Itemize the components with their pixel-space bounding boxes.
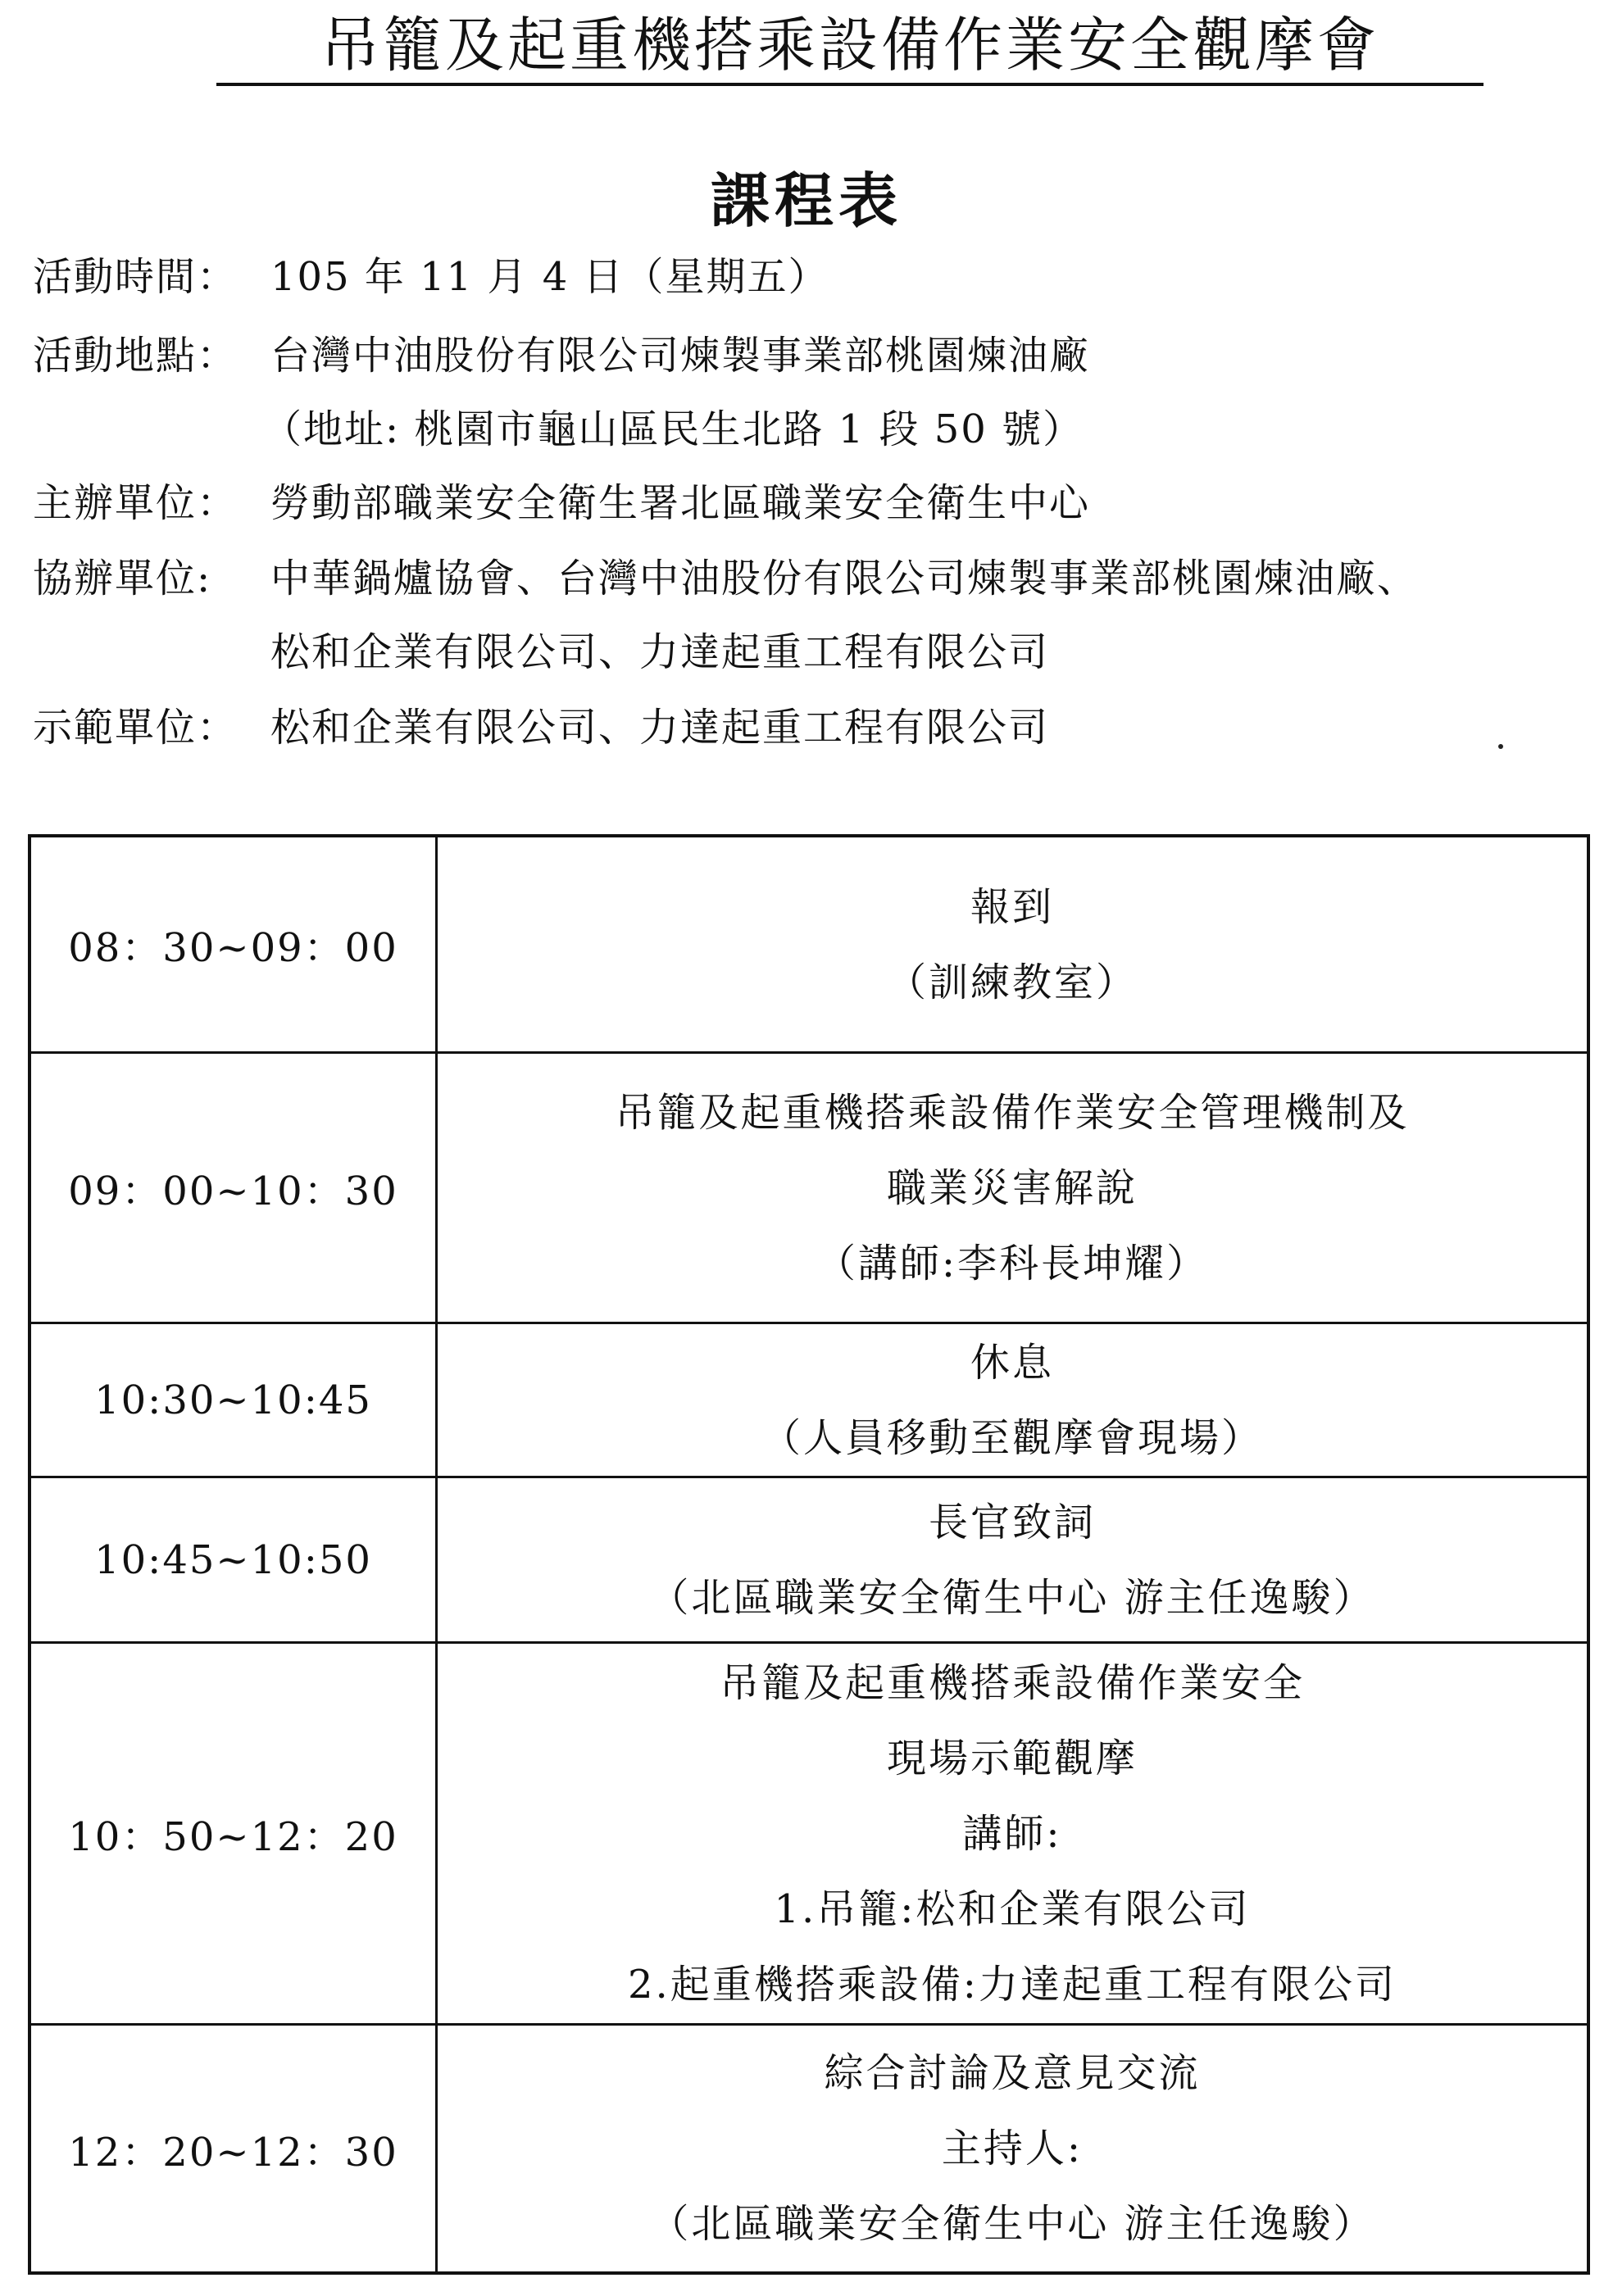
content-line: 1.吊籠:松和企業有限公司	[774, 1885, 1251, 1932]
document-subtitle: 課程表	[710, 166, 902, 235]
info-time-label: 活動時間：	[33, 254, 239, 300]
info-demo-unit	[33, 703, 1049, 752]
content-cell	[438, 2026, 1587, 2271]
info-time-value: 105 年 11 月 4 日（星期五）	[270, 254, 829, 300]
info-coorganizer-value-1: 中華鍋爐協會、台灣中油股份有限公司煉製事業部桃園煉油廠、	[270, 556, 1419, 601]
table-row	[31, 1324, 1587, 1478]
info-organizer	[33, 479, 1090, 528]
content-line: 報到	[970, 883, 1054, 930]
content-line: （講師:李科長坤耀）	[816, 1240, 1209, 1286]
info-organizer-value: 勞動部職業安全衛生署北區職業安全衛生中心	[270, 480, 1091, 526]
info-demo-label: 示範單位：	[33, 705, 239, 751]
content-cell	[438, 1324, 1587, 1476]
table-row	[31, 1644, 1587, 2026]
content-line: 長官致詞	[928, 1499, 1096, 1545]
content-cell	[438, 837, 1587, 1051]
content-cell	[438, 1054, 1587, 1322]
table-row	[31, 1478, 1587, 1644]
scan-speck	[1498, 744, 1503, 749]
content-cell	[438, 1644, 1587, 2023]
content-line: 休息	[970, 1339, 1054, 1386]
info-event-place	[33, 331, 1090, 380]
title-underline	[216, 83, 1484, 86]
time-cell: 09：00~10：30	[31, 1054, 438, 1322]
content-line: 綜合討論及意見交流	[824, 2050, 1201, 2096]
content-line: 講師:	[962, 1810, 1062, 1857]
info-place-label: 活動地點：	[33, 333, 239, 379]
info-organizer-label: 主辦單位：	[33, 480, 239, 526]
content-line: （人員移動至觀摩會現場）	[761, 1414, 1263, 1461]
info-coorganizer-label: 協辦單位:	[33, 556, 212, 601]
time-cell: 08：30~09：00	[31, 837, 438, 1051]
content-line: （訓練教室）	[886, 959, 1138, 1005]
content-line: 職業災害解說	[886, 1164, 1138, 1211]
info-demo-value: 松和企業有限公司、力達起重工程有限公司	[270, 705, 1050, 751]
content-line: （北區職業安全衛生中心 游主任逸駿）	[649, 2201, 1375, 2247]
info-event-time	[33, 252, 829, 302]
time-cell: 10：50~12：20	[31, 1644, 438, 2023]
info-coorganizer-value-2: 松和企業有限公司、力達起重工程有限公司	[270, 629, 1050, 675]
info-place-value: 台灣中油股份有限公司煉製事業部桃園煉油廠	[270, 333, 1091, 379]
content-line: 主持人:	[941, 2126, 1084, 2171]
content-cell	[438, 1478, 1587, 1641]
table-row	[31, 1054, 1587, 1324]
table-row	[31, 2026, 1587, 2271]
table-row	[31, 837, 1587, 1054]
info-address: （地址: 桃園市龜山區民生北路 1 段 50 號）	[262, 406, 1084, 452]
time-cell: 10:30~10:45	[31, 1324, 438, 1476]
content-line: 吊籠及起重機搭乘設備作業安全管理機制及	[615, 1089, 1410, 1136]
document-title: 吊籠及起重機搭乘設備作業安全觀摩會	[320, 11, 1379, 79]
schedule-table	[28, 834, 1590, 2275]
content-line: 現場示範觀摩	[886, 1735, 1138, 1781]
content-line: （北區職業安全衛生中心 游主任逸駿）	[649, 1574, 1375, 1621]
info-coorganizer	[33, 554, 1418, 603]
time-cell: 12：20~12：30	[31, 2026, 438, 2271]
content-line: 吊籠及起重機搭乘設備作業安全	[719, 1659, 1305, 1706]
time-cell: 10:45~10:50	[31, 1478, 438, 1641]
content-line: 2.起重機搭乘設備:力達起重工程有限公司	[628, 1961, 1397, 2008]
